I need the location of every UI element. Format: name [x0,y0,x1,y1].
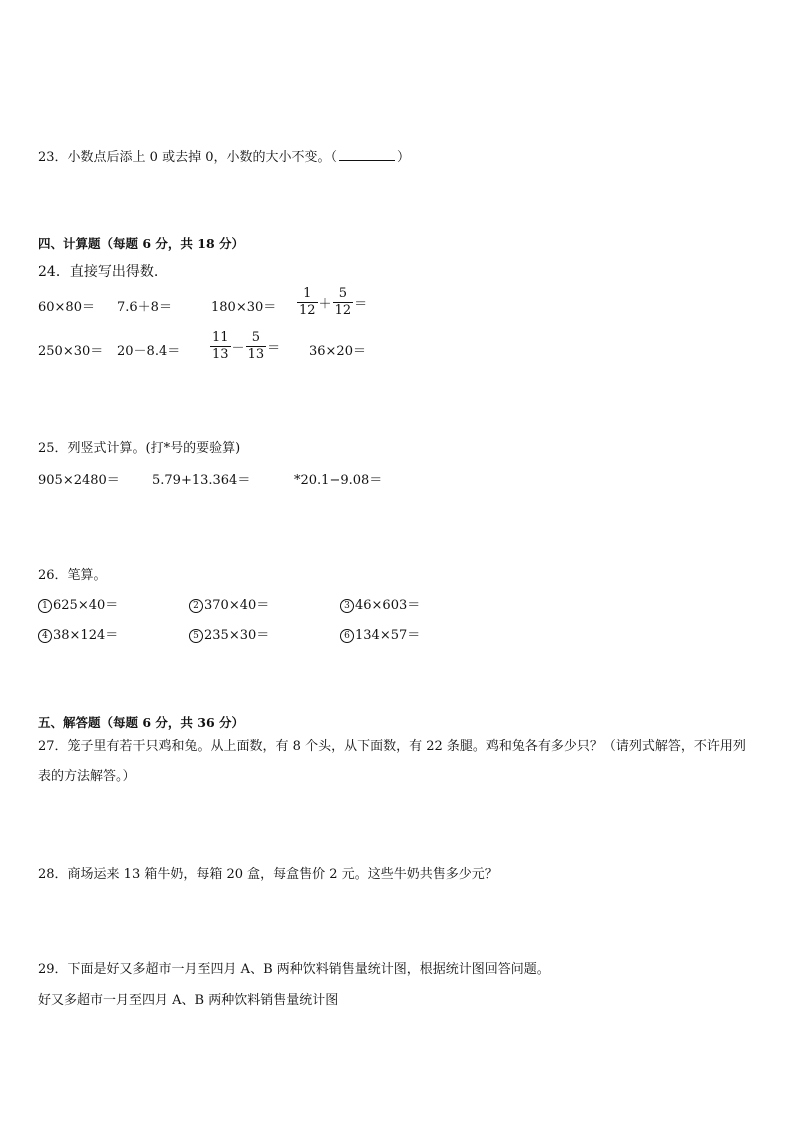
circled-number: 3 [340,599,354,613]
denominator: 12 [334,303,352,318]
circled-number: 6 [340,629,354,643]
q26-item-3 [340,594,420,613]
fraction [333,286,354,319]
q26-item-6 [340,624,420,643]
circled-number: 2 [189,599,203,613]
q26-expr: 46×603＝ [355,598,421,613]
operator: － [231,341,245,356]
q23-text: 23．小数点后添上 0 或去掉 0，小数的大小不变。（ [38,150,337,165]
q23-close: ） [396,150,410,165]
denominator: 12 [299,303,316,318]
q24-expr-5: 250×30＝ [38,344,104,359]
q24-expr-3: 180×30＝ [211,300,277,315]
q24-expr-1: 60×80＝ [38,300,95,315]
q26-expr: 38×124＝ [53,628,119,643]
q26-item-2 [189,594,269,613]
q26-title: 26．笔算。 [38,568,107,583]
q23-statement [38,146,410,165]
q26-item-5 [189,624,269,643]
equals: ＝ [267,341,281,356]
q25-expr-1: 905×2480＝ [38,473,120,488]
fraction [210,330,231,363]
q24-expr-8: 36×20＝ [309,344,366,359]
equals: ＝ [354,297,368,312]
numerator: 1 [297,286,318,303]
numerator: 5 [246,330,267,347]
section-5-title: 五、解答题（每题 6 分，共 36 分） [38,715,245,730]
q24-expr-6: 20－8.4＝ [117,344,181,359]
numerator: 11 [212,330,229,345]
answer-blank[interactable] [339,148,395,161]
denominator: 13 [247,347,265,362]
q29-text: 29．下面是好又多超市一月至四月 A、B 两种饮料销售量统计图，根据统计图回答问题。 [38,962,550,977]
q26-expr: 235×30＝ [204,628,270,643]
circled-number: 4 [38,629,52,643]
operator: ＋ [318,297,332,312]
q24-title: 24．直接写出得数. [38,264,159,280]
q29-chart-title: 好又多超市一月至四月 A、B 两种饮料销售量统计图 [38,993,339,1008]
q24-expr-2: 7.6＋8＝ [117,300,172,315]
fraction [246,330,267,363]
section-4-title: 四、计算题（每题 6 分，共 18 分） [38,236,245,251]
q28-text: 28．商场运来 13 箱牛奶，每箱 20 盒，每盒售价 2 元。这些牛奶共售多少元？ [38,867,498,882]
q27-text: 27．笼子里有若干只鸡和兔。从上面数，有 8 个头，从下面数，有 22 条腿。鸡和兔各有多少只？（请列式解答，不许用列表的方法解答。） [38,739,746,784]
q24-expr-7 [209,330,280,363]
q26-item-1 [38,594,118,613]
denominator: 13 [212,347,229,362]
q26-expr: 370×40＝ [204,598,270,613]
q25-expr-2: 5.79+13.364＝ [152,473,251,488]
circled-number: 1 [38,599,52,613]
q26-expr: 134×57＝ [355,628,421,643]
q25-expr-3: *20.1−9.08＝ [294,473,383,488]
q25-title: 25．列竖式计算。(打*号的要验算) [38,441,241,456]
circled-number: 5 [189,629,203,643]
fraction [297,286,318,319]
q26-item-4 [38,624,118,643]
q24-expr-4 [296,286,367,319]
q26-expr: 625×40＝ [53,598,119,613]
numerator: 5 [333,286,354,303]
